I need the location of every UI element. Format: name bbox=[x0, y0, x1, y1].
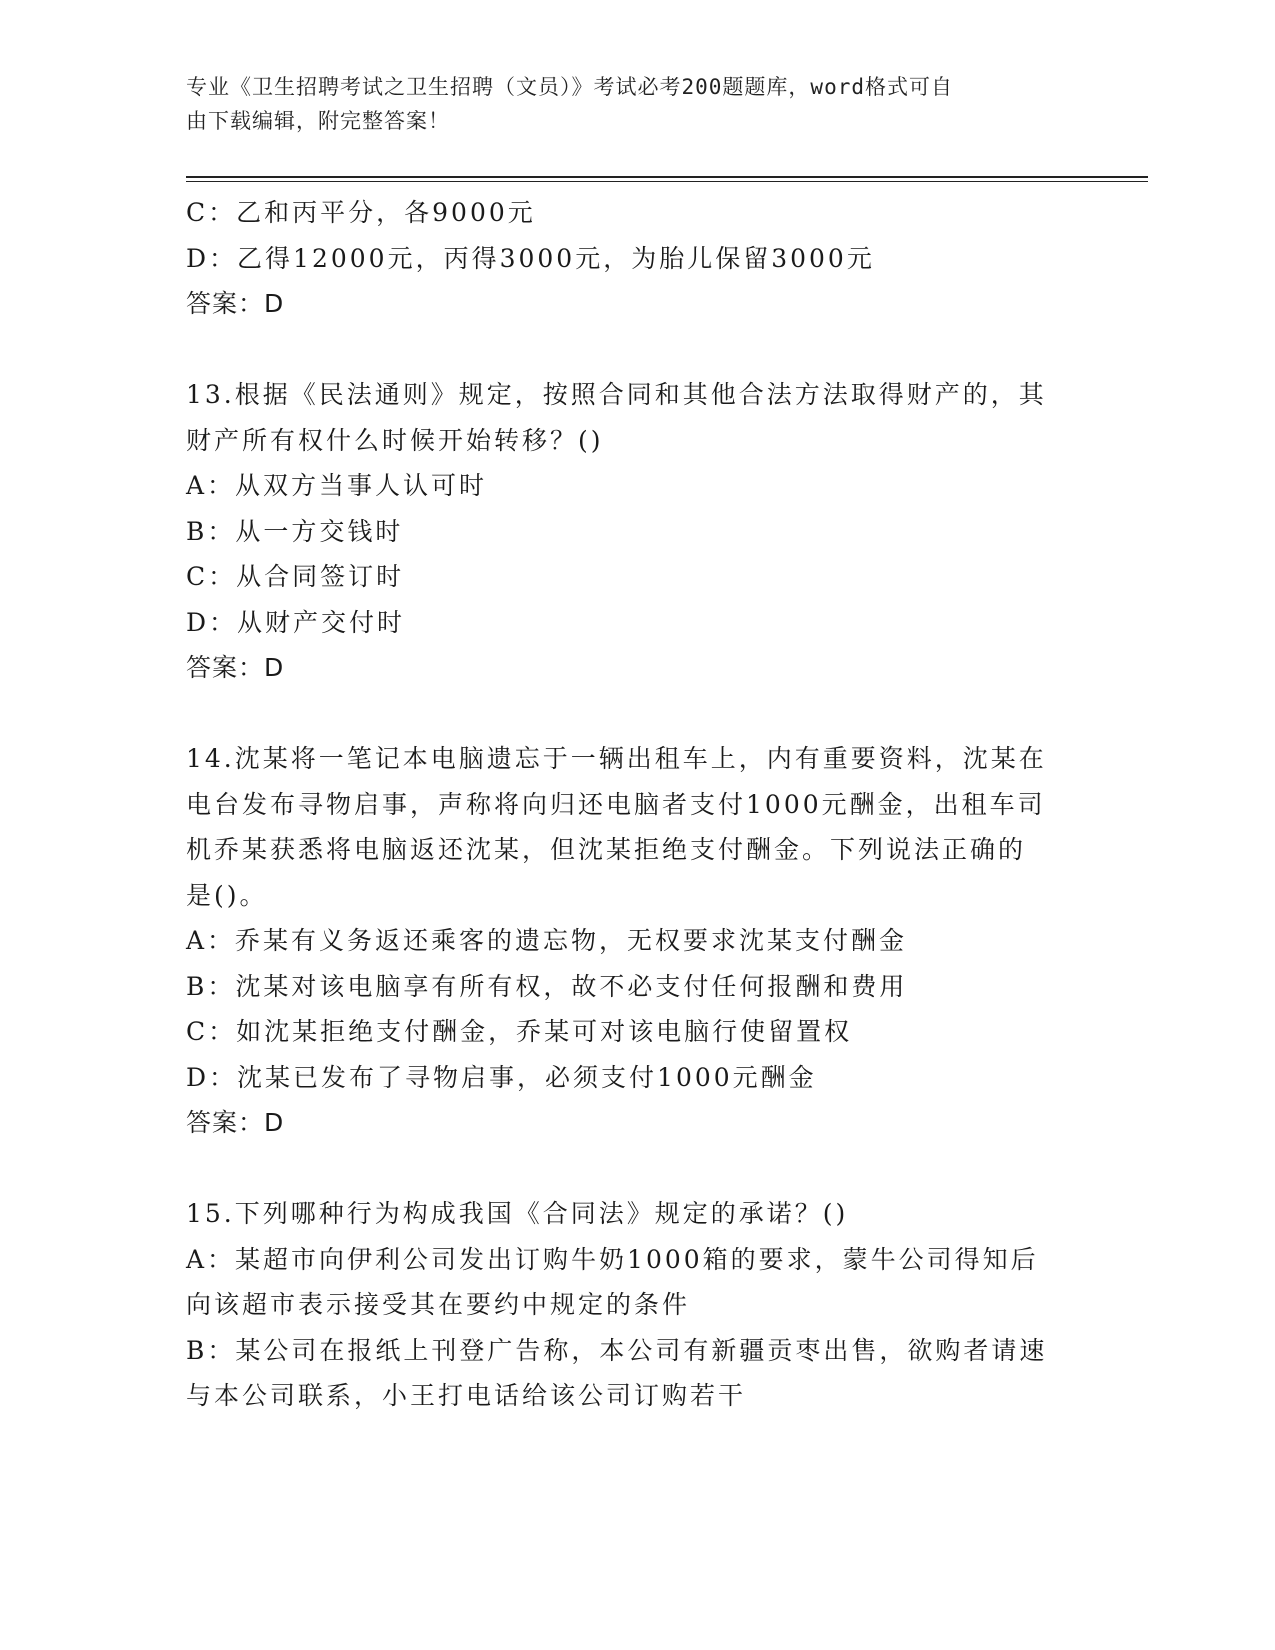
option-a-continued: 向该超市表示接受其在要约中规定的条件 bbox=[186, 1290, 691, 1319]
option-d: D：乙得12000元，丙得3000元，为胎儿保留3000元 bbox=[186, 243, 875, 273]
question-15 bbox=[186, 1191, 1076, 1419]
option-b: B：沈某对该电脑享有所有权，故不必支付任何报酬和费用 bbox=[186, 971, 908, 1001]
header-rule-thin bbox=[186, 181, 1148, 182]
option-c: C：从合同签订时 bbox=[186, 562, 405, 591]
spacer bbox=[186, 1146, 1076, 1192]
option-b: B：从一方交钱时 bbox=[186, 516, 404, 546]
header-line-2: 由下载编辑，附完整答案！ bbox=[186, 109, 450, 133]
page-header bbox=[186, 70, 1066, 138]
answer: 答案：D bbox=[186, 653, 285, 682]
option-b-continued: 与本公司联系，小王打电话给该公司订购若干 bbox=[186, 1381, 747, 1410]
question-stem-continued: 财产所有权什么时候开始转移？() bbox=[186, 425, 604, 455]
option-c: C：乙和丙平分，各9000元 bbox=[186, 198, 536, 227]
question-stem: 14.沈某将一笔记本电脑遗忘于一辆出租车上，内有重要资料，沈某在 bbox=[186, 744, 1047, 773]
option-a: A：从双方当事人认可时 bbox=[186, 471, 488, 500]
previous-question-tail bbox=[186, 190, 1076, 327]
answer: 答案：D bbox=[186, 1108, 285, 1137]
option-d: D：从财产交付时 bbox=[186, 607, 406, 637]
question-14 bbox=[186, 736, 1076, 1146]
option-d: D：沈某已发布了寻物启事，必须支付1000元酬金 bbox=[186, 1062, 817, 1092]
question-stem-continued: 是()。 bbox=[186, 880, 268, 910]
option-c: C：如沈某拒绝支付酬金，乔某可对该电脑行使留置权 bbox=[186, 1017, 853, 1046]
option-a: A：某超市向伊利公司发出订购牛奶1000箱的要求，蒙牛公司得知后 bbox=[186, 1244, 1039, 1274]
question-stem: 13.根据《民法通则》规定，按照合同和其他合法方法取得财产的，其 bbox=[186, 380, 1047, 409]
question-13 bbox=[186, 372, 1076, 691]
spacer bbox=[186, 691, 1076, 737]
spacer bbox=[186, 327, 1076, 373]
header-rule-thick bbox=[186, 176, 1148, 178]
option-a: A：乔某有义务返还乘客的遗忘物，无权要求沈某支付酬金 bbox=[186, 926, 908, 955]
header-line-1: 专业《卫生招聘考试之卫生招聘（文员）》考试必考200题题库，word格式可自 bbox=[186, 75, 953, 99]
question-stem: 15.下列哪种行为构成我国《合同法》规定的承诺？() bbox=[186, 1199, 849, 1228]
option-b: B：某公司在报纸上刊登广告称，本公司有新疆贡枣出售，欲购者请速 bbox=[186, 1335, 1048, 1365]
question-content bbox=[186, 190, 1076, 1419]
question-stem-continued: 电台发布寻物启事，声称将向归还电脑者支付1000元酬金，出租车司 bbox=[186, 789, 1046, 819]
question-stem-continued: 机乔某获悉将电脑返还沈某，但沈某拒绝支付酬金。下列说法正确的 bbox=[186, 835, 1027, 864]
answer: 答案：D bbox=[186, 289, 285, 318]
